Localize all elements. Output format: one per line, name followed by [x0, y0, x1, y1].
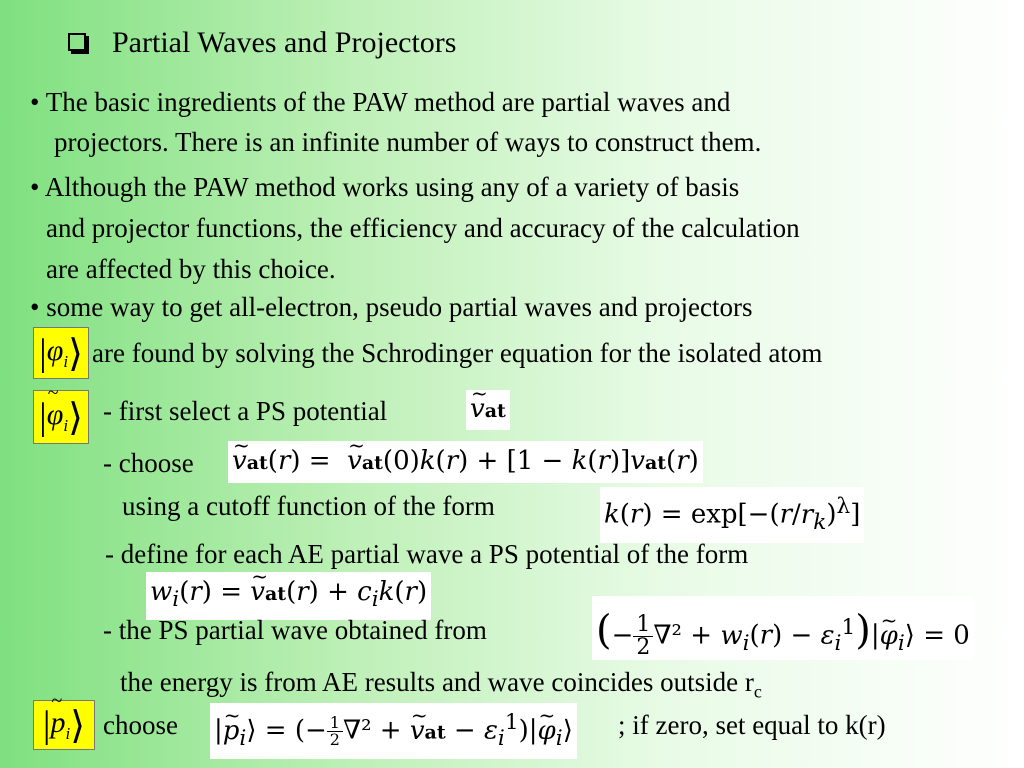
- projector-definition-equation: |~ $p_i⟩$ = (− $\frac{1}{2}$ ∇² + ~ vat − $\varepsilon_i^1)|\sim$ $\varphi_i⟩$: [210, 703, 577, 759]
- projector-ket: | ~ $p_i$ ⟩: [33, 700, 95, 750]
- energy-text-main: the energy is from AE results and wave coincides outside r: [120, 667, 754, 697]
- vat-symbol-equation: ~ vat: [466, 390, 510, 430]
- energy-text-subscript: c: [753, 681, 762, 702]
- cutoff-function-equation: $k(r) = \exp[-(r/r_k)^\lambda]$: [600, 487, 864, 543]
- title-checkbox-bullet: [68, 33, 86, 51]
- bullet2-line1: • Although the PAW method works using any of a variety of basis: [30, 172, 740, 202]
- projector-choose-text: choose: [103, 710, 178, 740]
- bullet2-line2: and projector functions, the efficiency and accuracy of the calculation: [46, 213, 800, 243]
- projector-suffix-text: ; if zero, set equal to k(r): [618, 710, 886, 740]
- define-ps-potential-text: - define for each AE partial wave a PS potential of the form: [105, 539, 749, 569]
- ps-wave-schrodinger-equation: (− $\frac{1}{2}$ $\nabla^2 + w_i(r)$ − $\varepsilon_i^1)|\sim$ $\varphi_i⟩ = 0$: [592, 596, 974, 660]
- bullet1-line2: projectors. There is an infinite number of ways to construct them.: [54, 127, 762, 157]
- wi-definition-equation: $w_i(r)$ = ~ $vat(r) + c_ik(r)$: [146, 572, 431, 620]
- energy-text: [120, 666, 762, 707]
- choose-text: - choose: [103, 448, 194, 478]
- cutoff-text: using a cutoff function of the form: [122, 491, 495, 521]
- bullet2-line3: are affected by this choice.: [46, 254, 336, 284]
- bullet3: • some way to get all-electron, pseudo partial waves and projectors: [30, 292, 753, 322]
- select-ps-potential-text: - first select a PS potential: [103, 396, 388, 426]
- vat-definition-equation: ~ vat(r) = ~ vat(0)k(r) + [1 − k(r)]vat(r): [228, 441, 703, 483]
- ps-partial-wave-ket: | ~ $\varphi_i$ ⟩: [33, 390, 89, 444]
- phi-line-text: are found by solving the Schrodinger equation for the isolated atom: [92, 338, 823, 368]
- ae-partial-wave-ket: | $\varphi_i$ ⟩: [33, 327, 89, 379]
- slide-title: Partial Waves and Projectors: [112, 26, 457, 59]
- bullet1-line1: • The basic ingredients of the PAW method are partial waves and: [30, 87, 731, 117]
- ps-partial-wave-text: - the PS partial wave obtained from: [103, 615, 487, 645]
